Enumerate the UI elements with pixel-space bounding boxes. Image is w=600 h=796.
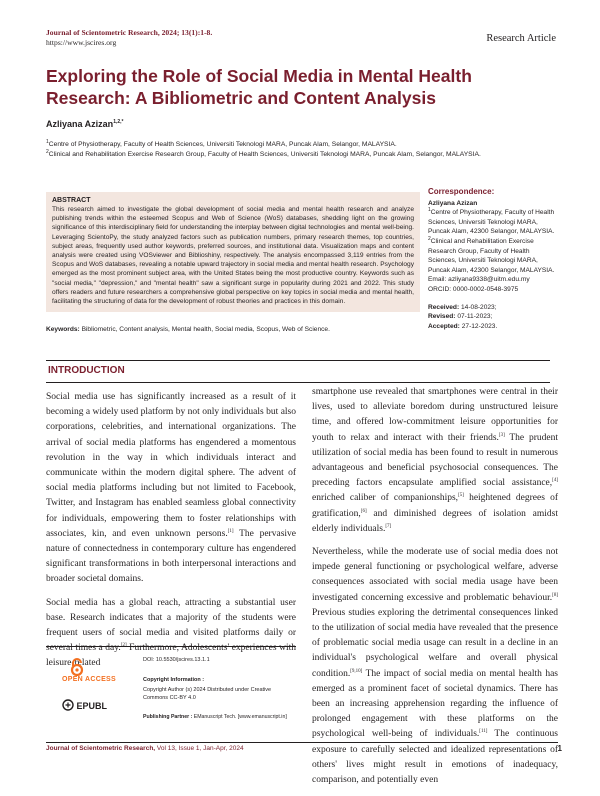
paper-title: Exploring the Role of Social Media in Mental Health Research: A Bibliometric and Content Analysis (46, 66, 472, 108)
correspondence-name: Azliyana Azizan (428, 199, 478, 207)
text-run: smartphone use revealed that smartphones were central in their lives, used to alleviate boredom during unstructured leisure time, and offered low-commitment leisure opportunities for youth to relax and interact with their friends. (312, 387, 558, 443)
open-access-label: OPEN ACCESS (62, 676, 116, 683)
text-run: and diminished degrees of isolation amidst elderly individuals. (312, 508, 558, 534)
text-run: The pervasive nature of connectedness in contemporary culture has engendered significant transformations in both interpersonal interactions and broader societal domains. (46, 528, 296, 585)
accepted-value: 27-12-2023. (461, 322, 498, 330)
text-run: The impact of social media on mental health has emerged as a prominent facet of societal dynamics. There has been an increasing apprehension regarding the influence of prolonged engagement with these platforms on the psychological well-being of individuals. (312, 668, 558, 740)
author-sup: 1,2,* (113, 119, 124, 125)
citation[interactable]: [8] (552, 592, 558, 598)
epubl-logo (62, 699, 107, 711)
affiliation-1 (46, 140, 516, 150)
author (46, 119, 123, 129)
text-run: Nevertheless, while the moderate use of social media does not impede general functioning or psychological welfare, adverse consequences associated with social media usage have been investigated concerning excessive and problematic behaviour. (312, 547, 558, 603)
copyright-heading: Copyright Information : (143, 677, 205, 683)
correspondence-address-1 (428, 208, 558, 237)
article-type: Research Article (486, 33, 556, 44)
text-run: The prudent utilization of social media has been found to result in numerous advantageous and beneficial psychosocial consequences. The preceding factors encapsulate amplified social assistance, (312, 432, 558, 489)
journal-url[interactable]: https://www.jscires.org (46, 38, 117, 47)
citation[interactable]: [6] (360, 508, 367, 514)
citation[interactable]: [3] (498, 432, 505, 438)
keywords-label: Keywords: (46, 326, 80, 333)
affiliation-2-sup: 2 (46, 148, 49, 155)
body-column-right (312, 385, 558, 796)
keywords (46, 325, 420, 334)
citation[interactable]: [9,10] (350, 668, 363, 674)
accepted-label: Accepted: (428, 322, 460, 330)
correspondence-address-2 (428, 237, 558, 275)
footer-issue: Vol 13, Issue 1, Jan-Apr, 2024 (156, 745, 244, 752)
doi[interactable]: DOI: 10.5530/jscires.13.1.1 (143, 657, 210, 663)
address-1-sup: 1 (428, 207, 431, 213)
correspondence-email[interactable]: Email: azliyana9338@uitm.edu.my (428, 276, 530, 284)
citation[interactable]: [2] (120, 643, 127, 649)
citation[interactable]: [4] (552, 478, 558, 484)
citation[interactable]: [7] (385, 523, 392, 529)
intro-paragraph-1 (46, 390, 296, 588)
affiliation-1-text: Centre of Physiotherapy, Faculty of Health Sciences, Universiti Teknologi MARA, Puncak Alam, Selangor, MALAYSIA. (48, 141, 397, 148)
body-column-left (46, 390, 296, 680)
text-run: The continuous exposure to carefully selected and idealized representations of others' lives might result in emotions of inadequacy, comparison, and potentially even (312, 729, 558, 786)
affiliations (46, 140, 516, 160)
abstract-heading: ABSTRACT (52, 197, 91, 204)
journal-name: Journal of Scientometric Research, 2024; 13(1):1-8. (46, 28, 213, 37)
intro-paragraph-4 (312, 545, 558, 788)
intro-paragraph-3 (312, 385, 558, 537)
text-run: heightened degrees of gratification, (312, 493, 558, 519)
introduction-heading-bar (46, 360, 550, 383)
revised-date (428, 312, 558, 322)
received-date (428, 303, 558, 313)
abstract-text: This research aimed to investigate the global development of social media and mental health research and analyze publishing trends within the esteemed Scopus and Web of Science (WoS) databases, shedding light on the growing significance of this interdisciplinary field for understanding the interplay between digital technologies and mental well-being. Leveraging ScientoPy, the study analyzed factors such as publication numbers, primary research themes, top countries, subject areas, frequently used author keywords, preferred sources, and institutional data. Visualization maps and content analysis were created using VOSviewer and Biblioshiny, respectively. The analysis encompassed 3,119 entries from the Scopus and WoS databases, revealing a notable upward trajectory in social media and mental health research. Psychology emerged as the most prominent subject area, with the United States being the most productive country. Keywords such as "social media," "depression," and "mental health" saw a significant surge in popularity during 2021 and 2022. This study offers readers and future researchers a comprehensive global perspective on key topics in social media and mental health, facilitating the structuring of data for the development of robust theories and practices in this domain. (52, 206, 414, 306)
text-run: Social media use has significantly increased as a result of it becoming a widely used platform by not only individuals but also corporations, celebrities, and international organizations. The arrival of social media platforms has engendered a momentous revolution in the way in which individuals interact and communicate within the modern digital sphere. The advent of social media platforms including but not limited to Facebook, Twitter, and Instagram has enabled seamless global connectivity for individuals, empowering them to foster relationships with associates, kin, and even unknown persons. (46, 392, 296, 539)
epubl-text: EPUBL (76, 701, 108, 711)
affiliation-2 (46, 150, 516, 160)
citation[interactable]: [5] (458, 493, 464, 499)
text-run: enriched caliber of companionships, (312, 493, 459, 504)
address-2-text: Clinical and Rehabilitation Exercise Research Group, Faculty of Health Sciences, Universiti Teknologi MARA, Puncak Alam, 42300 Selangor, MALAYSIA. (428, 237, 555, 274)
correspondence-heading: Correspondence: (428, 187, 495, 196)
journal-header (46, 28, 212, 48)
footer-journal: Journal of Scientometric Research, (46, 745, 156, 752)
publishing-text[interactable]: EManuscript Tech. [www.emanuscript.in] (193, 714, 287, 720)
text-run: Previous studies exploring the detrimental consequences linked to the utilization of social media have revealed that the presence of problematic social media usage can result in a decline in an individual's psychological welfare and overall physical condition. (312, 607, 558, 679)
keywords-text: Bibliometric, Content analysis, Mental health, Social media, Scopus, Web of Science. (81, 326, 330, 333)
address-1-text: Centre of Physiotherapy, Faculty of Health Sciences, Universiti Teknologi MARA, Puncak Alam, 42300 Selangor, MALAYSIA. (428, 209, 555, 236)
address-2-sup: 2 (428, 235, 431, 242)
footer-divider (46, 742, 558, 743)
received-value: 14-08-2023; (461, 303, 497, 311)
publishing-partner (143, 714, 287, 720)
publishing-label: Publishing Partner : (143, 714, 193, 720)
affiliation-1-sup: 1 (46, 138, 49, 145)
revised-label: Revised: (428, 313, 456, 321)
page-number: 1 (557, 744, 562, 753)
revised-value: 07-11-2023; (457, 313, 493, 321)
abstract-box (46, 192, 420, 312)
copyright-text: Copyright Author (s) 2024 Distributed under Creative Commons CC-BY 4.0 (143, 687, 272, 701)
text-run: Social media has a global reach, attracting a substantial user base. Research indicates that a majority of the students were frequent users of social media and visited platforms daily or several times a day. (46, 597, 296, 654)
text-run: Furthermore, Adolescents' experiences with leisure-related (46, 643, 296, 669)
citation[interactable]: [1] (227, 528, 234, 534)
author-name: Azliyana Azizan (46, 119, 114, 129)
footer-citation (46, 745, 244, 752)
received-label: Received: (428, 303, 460, 311)
introduction-heading: INTRODUCTION (48, 365, 125, 376)
affiliation-2-text: Clinical and Rehabilitation Exercise Research Group, Faculty of Health Sciences, Universiti Teknologi MARA, Puncak Alam, Selangor, MALAYSIA. (48, 151, 481, 158)
correspondence-orcid[interactable]: ORCID: 0000-0002-0548-3975 (428, 285, 519, 293)
citation[interactable]: [11] (479, 729, 488, 735)
accepted-date (428, 322, 558, 332)
correspondence (428, 187, 558, 331)
